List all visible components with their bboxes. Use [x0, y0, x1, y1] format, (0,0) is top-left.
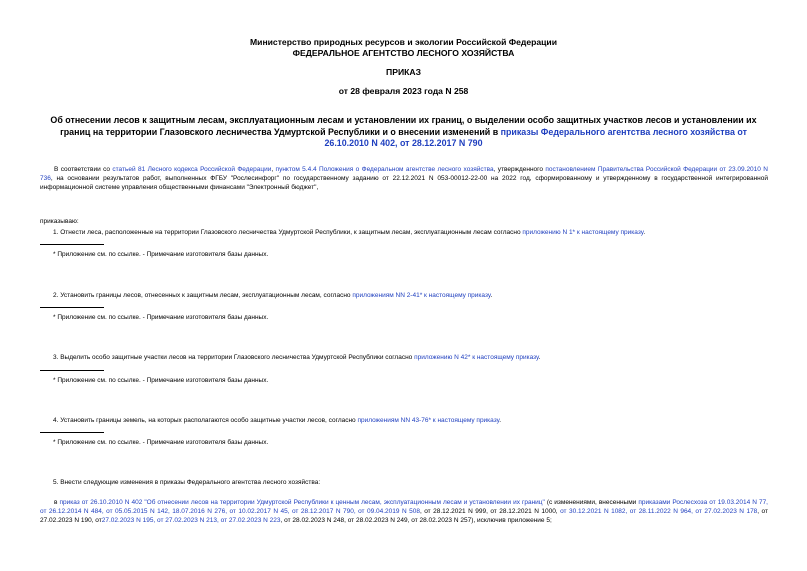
item-4: 4. Установить границы земель, на которых располагаются особо защитные участки лесов, согласно приложениям NN 43-76* к настоящему приказу.	[53, 417, 502, 424]
link-appendix-42[interactable]: приложению N 42* к настоящему приказу	[414, 354, 539, 361]
title-link[interactable]: приказы Федерального агентства лесного хозяйства от 26.10.2010 N 402, от 28.12.2017 N 790	[324, 126, 747, 149]
document-date: от 28 февраля 2023 года N 258	[338, 86, 469, 96]
footnote-rule	[40, 307, 104, 308]
link-amending-orders-2[interactable]: от 30.12.2021 N 1082, от 28.11.2022 N 964, от 27.02.2023 N 178	[560, 507, 758, 515]
link-appendix-2-41[interactable]: приложениям NN 2-41* к настоящему приказу	[352, 292, 491, 299]
footnote: * Приложение см. по ссылке. - Примечание изготовителя базы данных.	[53, 377, 269, 384]
link-appendix-43-76[interactable]: приложениям NN 43-76* к настоящему приказу	[357, 417, 500, 424]
item-2: 2. Установить границы лесов, отнесенных к защитным лесам, эксплуатационным лесам, согласно приложениям NN 2-41* к настоящему приказу.	[53, 292, 493, 299]
footnote-rule	[40, 432, 104, 433]
link-appendix-1[interactable]: приложению N 1* к настоящему приказу	[522, 229, 644, 236]
link-forest-code-art81[interactable]: статьей 81 Лесного кодекса Российской Федерации	[112, 166, 272, 173]
title-text: Об отнесении лесов к защитным лесам, эксплуатационным лесам и установлении их границ, о выделении особо защитных участков лесов и установлении их границ на территории Глазовского лесничества Удмуртской Республики и о внесении изменений в	[50, 115, 757, 137]
document-title	[50, 115, 757, 150]
document-header	[0, 37, 807, 97]
link-amending-orders-3[interactable]: 27.02.2023 N 195, от 27.02.2023 N 213, от 27.02.2023 N 223	[101, 516, 281, 524]
item-5: 5. Внести следующие изменения в приказы Федерального агентства лесного хозяйства:	[53, 479, 321, 486]
agency-name: ФЕДЕРАЛЬНОЕ АГЕНТСТВО ЛЕСНОГО ХОЗЯЙСТВА	[292, 48, 515, 58]
amendment-paragraph: в приказ от 26.10.2010 N 402 "Об отнесении лесов на территории Удмуртской Республики к ценным лесам, эксплуатационным лесам и установлении их границ" (с изменениями, внесенными приказами Рослесхоза от 19.03.2014 N 77, от 26.12.2014 N 484, от 05.05.2015 N 142, 18.07.2016 N 276, от 10.02.2017 N 45, от 28.12.2017 N 790, от 09.04.2019 N 508, от 28.12.2021 N 999, от 28.12.2021 N 1000, от 30.12.2021 N 1082, от 28.11.2022 N 964, от 27.02.2023 N 178, от 27.02.2023 N 190, от27.02.2023 N 195, от 27.02.2023 N 213, от 27.02.2023 N 223, от 28.02.2023 N 248, от 28.02.2023 N 249, от 28.02.2023 N 257), исключив приложение 5;	[40, 499, 769, 524]
item-3: 3. Выделить особо защитные участки лесов на территории Глазовского лесничества Удмуртской Республики согласно приложению N 42* к настоящему приказу.	[53, 354, 541, 361]
footnote: * Приложение см. по ссылке. - Примечание изготовителя базы данных.	[53, 439, 269, 446]
footnote-rule	[40, 244, 104, 245]
order-word: приказываю:	[40, 218, 79, 225]
item-1: 1. Отнести леса, расположенные на территории Глазовского лесничества Удмуртской Республики, к защитным лесам, эксплуатационным лесам согласно приложению N 1* к настоящему приказу.	[53, 229, 646, 236]
link-amending-orders-1[interactable]: приказами Рослесхоза от 19.03.2014 N 77, от 26.12.2014 N 484, от 05.05.2015 N 142, 18.07.2016 N 276, от 10.02.2017 N 45, от 28.12.2017 N 790, от 09.04.2019 N 508	[40, 499, 768, 515]
link-regulation-5-4-4[interactable]: пунктом 5.4.4 Положения о Федеральном агентстве лесного хозяйства	[275, 166, 494, 173]
footnote-rule	[40, 370, 104, 371]
ministry-name: Министерство природных ресурсов и экологии Российской Федерации	[250, 37, 557, 47]
link-order-402[interactable]: приказ от 26.10.2010 N 402 "Об отнесении лесов на территории Удмуртской Республики к ценным лесам, эксплуатационным лесам и установлении их границ"	[59, 499, 545, 506]
link-government-resolution-736[interactable]: постановлением Правительства Российской Федерации от 23.09.2010 N 736	[40, 166, 768, 182]
document-type: ПРИКАЗ	[386, 67, 421, 77]
footnote: * Приложение см. по ссылке. - Примечание изготовителя базы данных.	[53, 251, 269, 258]
preamble-paragraph: В соответствии со статьей 81 Лесного кодекса Российской Федерации, пунктом 5.4.4 Положения о Федеральном агентстве лесного хозяйства, утвержденного постановлением Правительства Российской Федерации от 23.09.2010 N 736, на основании результатов работ, выполненных ФГБУ "Рослесинфорг" по государственному заданию от 22.12.2021 N 053-00012-22-00 на 2022 год, сформированному и утвержденному в государственной интегрированной информационной системе управления общественными финансами "Электронный бюджет",	[40, 166, 768, 191]
footnote: * Приложение см. по ссылке. - Примечание изготовителя базы данных.	[53, 314, 269, 321]
